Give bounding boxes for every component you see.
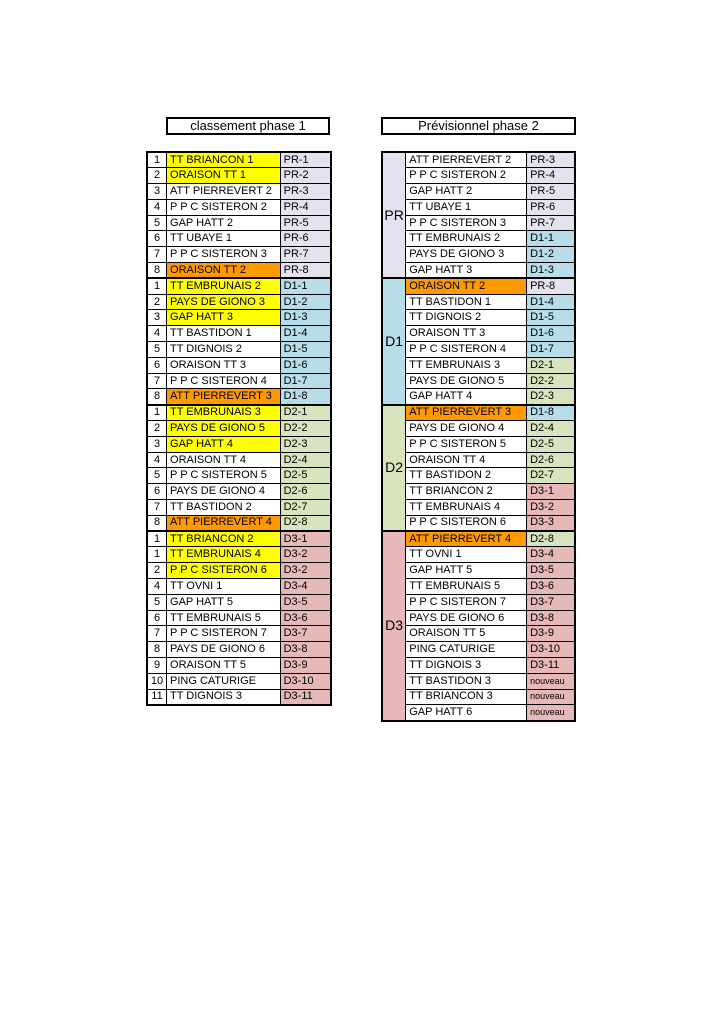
code-cell: D2-1 — [280, 405, 331, 421]
code-cell: D1-4 — [280, 326, 331, 342]
team-cell: TT BRIANCON 2 — [167, 531, 281, 547]
table-row — [147, 184, 331, 200]
team-cell: ATT PIERREVERT 4 — [167, 515, 281, 531]
team-cell: TT BASTIDON 1 — [167, 326, 281, 342]
team-cell: ATT PIERREVERT 4 — [406, 531, 527, 547]
table-row — [382, 673, 575, 689]
code-cell: D1-6 — [280, 357, 331, 373]
table-row — [147, 689, 331, 705]
code-cell: D2-8 — [280, 515, 331, 531]
code-cell: D2-3 — [280, 436, 331, 452]
team-cell: TT BRIANCON 1 — [167, 152, 281, 168]
code-cell: D2-4 — [527, 421, 575, 437]
code-cell: D3-7 — [280, 626, 331, 642]
rank-cell: 6 — [147, 357, 167, 373]
table-row — [382, 594, 575, 610]
rank-cell: 8 — [147, 263, 167, 279]
rank-cell: 10 — [147, 673, 167, 689]
team-cell: ORAISON TT 5 — [167, 658, 281, 674]
rank-cell: 3 — [147, 184, 167, 200]
table-row — [382, 500, 575, 516]
table-row — [147, 357, 331, 373]
team-cell: P P C SISTERON 2 — [406, 168, 527, 184]
code-cell: D1-7 — [280, 373, 331, 389]
code-cell: D2-7 — [280, 500, 331, 516]
table-row — [147, 373, 331, 389]
team-cell: TT UBAYE 1 — [406, 199, 527, 215]
group-label-cell: PR — [382, 152, 406, 278]
rank-cell: 6 — [147, 610, 167, 626]
code-cell: PR-6 — [527, 199, 575, 215]
rank-cell: 4 — [147, 579, 167, 595]
team-cell: P P C SISTERON 3 — [406, 215, 527, 231]
rank-cell: 1 — [147, 278, 167, 294]
table-row — [382, 689, 575, 705]
code-cell: D3-6 — [527, 579, 575, 595]
team-cell: TT BASTIDON 1 — [406, 294, 527, 310]
table-row — [382, 152, 575, 168]
code-cell: D3-11 — [527, 658, 575, 674]
rank-cell: 6 — [147, 231, 167, 247]
team-cell: ORAISON TT 5 — [406, 626, 527, 642]
team-cell: GAP HATT 5 — [406, 563, 527, 579]
code-cell: D1-3 — [280, 310, 331, 326]
rank-cell: 4 — [147, 452, 167, 468]
group-label-cell: D2 — [382, 405, 406, 531]
team-cell: PING CATURIGE — [406, 642, 527, 658]
team-cell: GAP HATT 6 — [406, 705, 527, 721]
header-previsionnel-phase-2: Prévisionnel phase 2 — [381, 117, 576, 135]
table-row — [382, 658, 575, 674]
code-cell: D1-4 — [527, 294, 575, 310]
table-row — [147, 342, 331, 358]
code-cell: PR-5 — [280, 215, 331, 231]
table-row — [147, 642, 331, 658]
code-cell: D3-2 — [280, 547, 331, 563]
code-cell: D3-5 — [280, 594, 331, 610]
table-row — [382, 357, 575, 373]
code-cell: PR-2 — [280, 168, 331, 184]
table-row — [382, 515, 575, 531]
team-cell: TT OVNI 1 — [167, 579, 281, 595]
rank-cell: 1 — [147, 405, 167, 421]
code-cell: D1-2 — [527, 247, 575, 263]
code-cell: D1-8 — [280, 389, 331, 405]
team-cell: ATT PIERREVERT 3 — [167, 389, 281, 405]
team-cell: ORAISON TT 3 — [167, 357, 281, 373]
group-label-cell: D3 — [382, 531, 406, 721]
table-row — [382, 310, 575, 326]
rank-cell: 7 — [147, 626, 167, 642]
team-cell: P P C SISTERON 3 — [167, 247, 281, 263]
team-cell: P P C SISTERON 5 — [406, 436, 527, 452]
rank-cell: 7 — [147, 373, 167, 389]
table-row — [382, 215, 575, 231]
team-cell: TT DIGNOIS 2 — [406, 310, 527, 326]
table-row — [382, 294, 575, 310]
rank-cell: 1 — [147, 531, 167, 547]
team-cell: TT EMBRUNAIS 4 — [167, 547, 281, 563]
table-row — [147, 310, 331, 326]
header-classement-phase-1: classement phase 1 — [166, 117, 330, 135]
rank-cell: 2 — [147, 294, 167, 310]
team-cell: TT EMBRUNAIS 4 — [406, 500, 527, 516]
code-cell: PR-8 — [527, 278, 575, 294]
code-cell: D2-2 — [527, 373, 575, 389]
rank-cell: 5 — [147, 215, 167, 231]
code-cell: D3-7 — [527, 594, 575, 610]
table-row — [147, 294, 331, 310]
team-cell: P P C SISTERON 5 — [167, 468, 281, 484]
table-row — [147, 452, 331, 468]
code-cell: PR-7 — [280, 247, 331, 263]
team-cell: TT EMBRUNAIS 2 — [167, 278, 281, 294]
table-row — [147, 421, 331, 437]
team-cell: PING CATURIGE — [167, 673, 281, 689]
rank-cell: 7 — [147, 247, 167, 263]
team-cell: TT UBAYE 1 — [167, 231, 281, 247]
team-cell: ATT PIERREVERT 2 — [167, 184, 281, 200]
rank-cell: 8 — [147, 515, 167, 531]
rank-cell: 8 — [147, 389, 167, 405]
team-cell: TT BASTIDON 2 — [167, 500, 281, 516]
code-cell: D1-5 — [280, 342, 331, 358]
table-row — [382, 263, 575, 279]
table-row — [147, 231, 331, 247]
rank-cell: 7 — [147, 500, 167, 516]
code-cell: D3-1 — [527, 484, 575, 500]
team-cell: TT EMBRUNAIS 5 — [406, 579, 527, 595]
team-cell: TT DIGNOIS 3 — [167, 689, 281, 705]
code-cell: PR-8 — [280, 263, 331, 279]
code-cell: PR-3 — [527, 152, 575, 168]
code-cell: D2-6 — [280, 484, 331, 500]
table-row — [382, 247, 575, 263]
table-row — [147, 658, 331, 674]
table-row — [382, 342, 575, 358]
code-cell: nouveau — [527, 689, 575, 705]
rank-cell: 4 — [147, 326, 167, 342]
code-cell: nouveau — [527, 705, 575, 721]
table-row — [382, 626, 575, 642]
table-row — [147, 199, 331, 215]
classement-phase-1-table — [146, 151, 332, 706]
table-row — [147, 515, 331, 531]
table-row — [147, 152, 331, 168]
table-row — [147, 168, 331, 184]
rank-cell: 5 — [147, 594, 167, 610]
rank-cell: 1 — [147, 152, 167, 168]
team-cell: ORAISON TT 4 — [406, 452, 527, 468]
code-cell: D1-8 — [527, 405, 575, 421]
team-cell: ORAISON TT 1 — [167, 168, 281, 184]
team-cell: TT EMBRUNAIS 3 — [406, 357, 527, 373]
team-cell: TT DIGNOIS 3 — [406, 658, 527, 674]
team-cell: ORAISON TT 3 — [406, 326, 527, 342]
table-row — [147, 547, 331, 563]
code-cell: PR-6 — [280, 231, 331, 247]
code-cell: D3-10 — [527, 642, 575, 658]
rank-cell: 3 — [147, 436, 167, 452]
table-row — [147, 436, 331, 452]
code-cell: D2-7 — [527, 468, 575, 484]
team-cell: GAP HATT 5 — [167, 594, 281, 610]
table-row — [147, 215, 331, 231]
team-cell: GAP HATT 2 — [167, 215, 281, 231]
table-row — [382, 705, 575, 721]
team-cell: PAYS DE GIONO 5 — [406, 373, 527, 389]
code-cell: D3-8 — [527, 610, 575, 626]
table-row — [382, 436, 575, 452]
code-cell: D1-1 — [280, 278, 331, 294]
code-cell: PR-5 — [527, 184, 575, 200]
team-cell: TT OVNI 1 — [406, 547, 527, 563]
table-row — [382, 468, 575, 484]
team-cell: GAP HATT 4 — [167, 436, 281, 452]
code-cell: D2-4 — [280, 452, 331, 468]
code-cell: D2-2 — [280, 421, 331, 437]
code-cell: D3-6 — [280, 610, 331, 626]
team-cell: ORAISON TT 4 — [167, 452, 281, 468]
code-cell: PR-1 — [280, 152, 331, 168]
team-cell: PAYS DE GIONO 3 — [406, 247, 527, 263]
rank-cell: 2 — [147, 168, 167, 184]
rank-cell: 1 — [147, 547, 167, 563]
table-row — [382, 199, 575, 215]
rank-cell: 4 — [147, 199, 167, 215]
team-cell: PAYS DE GIONO 6 — [167, 642, 281, 658]
table-row — [382, 184, 575, 200]
team-cell: PAYS DE GIONO 4 — [406, 421, 527, 437]
table-row — [382, 373, 575, 389]
table-row — [147, 484, 331, 500]
team-cell: GAP HATT 3 — [167, 310, 281, 326]
table-row — [382, 326, 575, 342]
team-cell: TT BRIANCON 3 — [406, 689, 527, 705]
code-cell: D3-3 — [527, 515, 575, 531]
code-cell: D1-1 — [527, 231, 575, 247]
code-cell: D1-2 — [280, 294, 331, 310]
table-row — [147, 405, 331, 421]
team-cell: TT DIGNOIS 2 — [167, 342, 281, 358]
table-row — [382, 531, 575, 547]
table-row — [147, 247, 331, 263]
table-row — [382, 642, 575, 658]
team-cell: PAYS DE GIONO 4 — [167, 484, 281, 500]
team-cell: TT EMBRUNAIS 2 — [406, 231, 527, 247]
table-row — [147, 389, 331, 405]
code-cell: D3-9 — [280, 658, 331, 674]
team-cell: GAP HATT 4 — [406, 389, 527, 405]
rank-cell: 9 — [147, 658, 167, 674]
code-cell: D3-4 — [280, 579, 331, 595]
team-cell: P P C SISTERON 4 — [167, 373, 281, 389]
code-cell: D2-1 — [527, 357, 575, 373]
team-cell: ATT PIERREVERT 3 — [406, 405, 527, 421]
table-row — [147, 263, 331, 279]
table-row — [382, 563, 575, 579]
code-cell: PR-7 — [527, 215, 575, 231]
table-row — [382, 579, 575, 595]
team-cell: TT BRIANCON 2 — [406, 484, 527, 500]
table-row — [382, 547, 575, 563]
table-row — [147, 468, 331, 484]
code-cell: D3-2 — [280, 563, 331, 579]
code-cell: D1-6 — [527, 326, 575, 342]
code-cell: D3-2 — [527, 500, 575, 516]
table-row — [147, 278, 331, 294]
team-cell: ORAISON TT 2 — [406, 278, 527, 294]
code-cell: D3-1 — [280, 531, 331, 547]
team-cell: TT EMBRUNAIS 5 — [167, 610, 281, 626]
team-cell: P P C SISTERON 6 — [406, 515, 527, 531]
table-row — [382, 278, 575, 294]
code-cell: D1-5 — [527, 310, 575, 326]
table-row — [147, 673, 331, 689]
code-cell: D3-4 — [527, 547, 575, 563]
table-row — [147, 626, 331, 642]
code-cell: PR-4 — [527, 168, 575, 184]
team-cell: GAP HATT 2 — [406, 184, 527, 200]
code-cell: D3-10 — [280, 673, 331, 689]
team-cell: PAYS DE GIONO 5 — [167, 421, 281, 437]
table-row — [147, 594, 331, 610]
code-cell: D2-8 — [527, 531, 575, 547]
table-row — [382, 452, 575, 468]
rank-cell: 2 — [147, 563, 167, 579]
rank-cell: 5 — [147, 342, 167, 358]
code-cell: D3-5 — [527, 563, 575, 579]
rank-cell: 5 — [147, 468, 167, 484]
table-row — [382, 389, 575, 405]
team-cell: PAYS DE GIONO 6 — [406, 610, 527, 626]
team-cell: GAP HATT 3 — [406, 263, 527, 279]
code-cell: PR-4 — [280, 199, 331, 215]
team-cell: PAYS DE GIONO 3 — [167, 294, 281, 310]
code-cell: D2-6 — [527, 452, 575, 468]
table-row — [382, 484, 575, 500]
code-cell: D1-3 — [527, 263, 575, 279]
team-cell: TT EMBRUNAIS 3 — [167, 405, 281, 421]
rank-cell: 2 — [147, 421, 167, 437]
code-cell: D1-7 — [527, 342, 575, 358]
rank-cell: 8 — [147, 642, 167, 658]
team-cell: P P C SISTERON 2 — [167, 199, 281, 215]
previsionnel-phase-2-table — [381, 151, 576, 722]
code-cell: D3-11 — [280, 689, 331, 705]
table-row — [382, 610, 575, 626]
table-row — [147, 563, 331, 579]
code-cell: D2-3 — [527, 389, 575, 405]
table-row — [147, 500, 331, 516]
code-cell: D3-9 — [527, 626, 575, 642]
table-row — [382, 405, 575, 421]
team-cell: ATT PIERREVERT 2 — [406, 152, 527, 168]
team-cell: P P C SISTERON 7 — [167, 626, 281, 642]
table-row — [382, 421, 575, 437]
table-row — [382, 231, 575, 247]
table-row — [147, 610, 331, 626]
code-cell: nouveau — [527, 673, 575, 689]
team-cell: ORAISON TT 2 — [167, 263, 281, 279]
rank-cell: 11 — [147, 689, 167, 705]
team-cell: TT BASTIDON 2 — [406, 468, 527, 484]
code-cell: D2-5 — [280, 468, 331, 484]
rank-cell: 6 — [147, 484, 167, 500]
table-row — [382, 168, 575, 184]
team-cell: P P C SISTERON 6 — [167, 563, 281, 579]
team-cell: TT BASTIDON 3 — [406, 673, 527, 689]
code-cell: D2-5 — [527, 436, 575, 452]
group-label-cell: D1 — [382, 278, 406, 404]
table-row — [147, 531, 331, 547]
rank-cell: 3 — [147, 310, 167, 326]
code-cell: PR-3 — [280, 184, 331, 200]
code-cell: D3-8 — [280, 642, 331, 658]
table-row — [147, 326, 331, 342]
table-row — [147, 579, 331, 595]
team-cell: P P C SISTERON 4 — [406, 342, 527, 358]
team-cell: P P C SISTERON 7 — [406, 594, 527, 610]
